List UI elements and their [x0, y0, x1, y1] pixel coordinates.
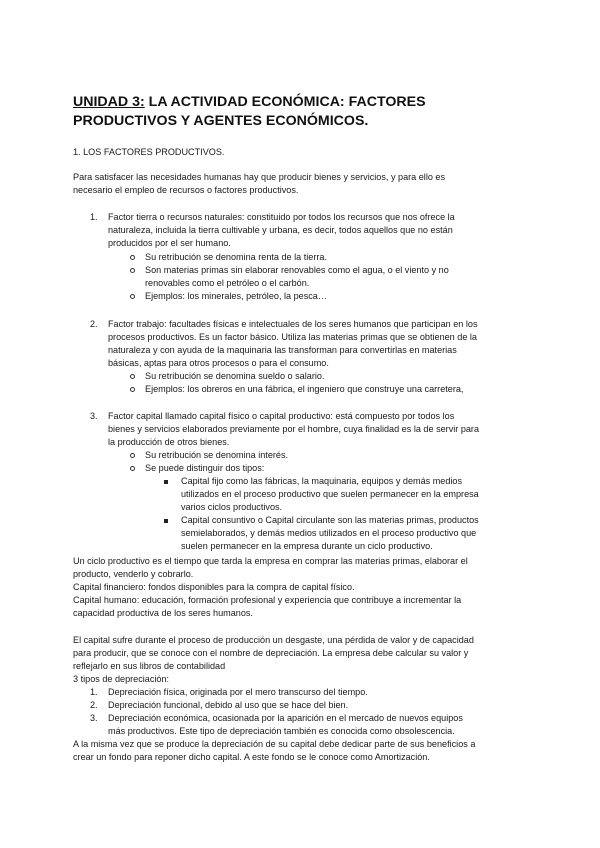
subbullet-text: suelen permanecer en la empresa durante un ciclo productivo.	[181, 541, 433, 551]
depreciation-item: más productivos. Este tipo de depreciación también es conocida como obsolescencia.	[108, 726, 455, 736]
list-number: 1.	[90, 687, 98, 697]
paragraph-line: crear un fondo para reponer dicho capital. A este fondo se le conoce como Amortización.	[73, 752, 430, 762]
bullet-text: Ejemplos: los minerales, petróleo, la pesca…	[145, 291, 327, 301]
title-prefix: UNIDAD 3:	[73, 94, 145, 110]
bullet-circle-icon	[130, 453, 135, 458]
bullet-text: Se puede distinguir dos tipos:	[145, 463, 265, 473]
factor-2-line: básicas, aptas para otros procesos o para el consumo.	[108, 358, 329, 368]
factor-3-line: Factor capital llamado capital físico o capital productivo: está compuesto por todos los	[108, 411, 455, 421]
title-line1: LA ACTIVIDAD ECONÓMICA: FACTORES	[144, 94, 426, 110]
bullet-text: Son materias primas sin elaborar renovables como el agua, o el viento y no	[145, 265, 449, 275]
list-number: 3.	[90, 713, 98, 723]
paragraph-line: El capital sufre durante el proceso de producción un desgaste, una pérdida de valor y de capacidad	[73, 635, 474, 645]
paragraph-line: 3 tipos de depreciación:	[73, 674, 170, 684]
depreciation-item: Depreciación económica, ocasionada por la aparición en el mercado de nuevos equipos	[108, 713, 463, 723]
title-line2: PRODUCTIVOS Y AGENTES ECONÓMICOS.	[73, 113, 369, 129]
bullet-circle-icon	[130, 466, 135, 471]
paragraph-line: capacidad productiva de los seres humanos.	[73, 608, 253, 618]
factor-2-line: Factor trabajo: facultades físicas e intelectuales de los seres humanos que participan en los	[108, 319, 478, 329]
intro-line: necesario el empleo de recursos o factores productivos.	[73, 185, 299, 195]
bullet-circle-icon	[130, 268, 135, 273]
bullet-circle-icon	[130, 387, 135, 392]
paragraph-line: reflejarlo en sus libros de contabilidad	[73, 661, 226, 671]
list-number: 1.	[90, 212, 98, 222]
bullet-circle-icon	[130, 255, 135, 260]
subbullet-text: Capital consuntivo o Capital circulante son las materias primas, productos	[181, 515, 479, 525]
factor-1-line: Factor tierra o recursos naturales: constituido por todos los recursos que nos ofrece la	[108, 212, 455, 222]
depreciation-item: Depreciación física, originada por el mero transcurso del tiempo.	[108, 687, 368, 697]
bullet-circle-icon	[130, 374, 135, 379]
subbullet-text: semielaborados, y demás medios utilizados en el proceso productivo que	[181, 528, 477, 538]
list-number: 2.	[90, 700, 98, 710]
section-heading: 1. LOS FACTORES PRODUCTIVOS.	[73, 147, 225, 157]
bullet-text: renovables como el petróleo o el carbón.	[145, 278, 310, 288]
depreciation-item: Depreciación funcional, debido al uso que se hace del bien.	[108, 700, 349, 710]
factor-3-line: bienes y servicios elaborados previamente por el hombre, cuya finalidad es la de servir para	[108, 424, 480, 434]
paragraph-line: Capital financiero: fondos disponibles para la compra de capital físico.	[73, 582, 355, 592]
factor-2-line: naturaleza y con ayuda de la maquinaria las transforman para convertirlas en materias	[108, 345, 457, 355]
bullet-square-icon	[164, 480, 168, 484]
bullet-circle-icon	[130, 294, 135, 299]
factor-1-line: naturaleza, incluida la tierra cultivable y urbana, es decir, todos aquellos que no están	[108, 225, 453, 235]
paragraph-line: Un ciclo productivo es el tiempo que tarda la empresa en comprar las materias primas, elaborar el	[73, 556, 468, 566]
bullet-text: Su retribución se denomina renta de la tierra.	[145, 252, 327, 262]
factor-1-line: producidos por el ser humano.	[108, 238, 231, 248]
paragraph-line: Capital humano: educación, formación profesional y experiencia que contribuye a incrementar la	[73, 595, 462, 605]
list-number: 3.	[90, 411, 98, 421]
bullet-text: Ejemplos: los obreros en una fábrica, el ingeniero que construye una carretera,	[145, 384, 464, 394]
page-title	[73, 93, 533, 131]
subbullet-text: varios ciclos productivos.	[181, 502, 283, 512]
bullet-text: Su retribución se denomina sueldo o salario.	[145, 371, 325, 381]
factor-3-line: la producción de otros bienes.	[108, 437, 230, 447]
bullet-text: Su retribución se denomina interés.	[145, 450, 289, 460]
subbullet-text: utilizados en el proceso productivo que suelen permanecer en la empresa	[181, 489, 479, 499]
paragraph-line: A la misma vez que se produce la depreciación de su capital debe dedicar parte de sus beneficios a	[73, 739, 476, 749]
factor-2-line: procesos productivos. Es un factor básico. Utiliza las materias primas que se obtienen de la	[108, 332, 477, 342]
subbullet-text: Capital fijo como las fábricas, la maquinaria, equipos y demás medios	[181, 476, 463, 486]
intro-line: Para satisfacer las necesidades humanas hay que producir bienes y servicios, y para ello es	[73, 172, 446, 182]
paragraph-line: producto, venderlo y cobrarlo.	[73, 569, 194, 579]
paragraph-line: para producir, que se conoce con el nombre de depreciación. La empresa debe calcular su valor y	[73, 648, 469, 658]
bullet-square-icon	[164, 519, 168, 523]
list-number: 2.	[90, 319, 98, 329]
